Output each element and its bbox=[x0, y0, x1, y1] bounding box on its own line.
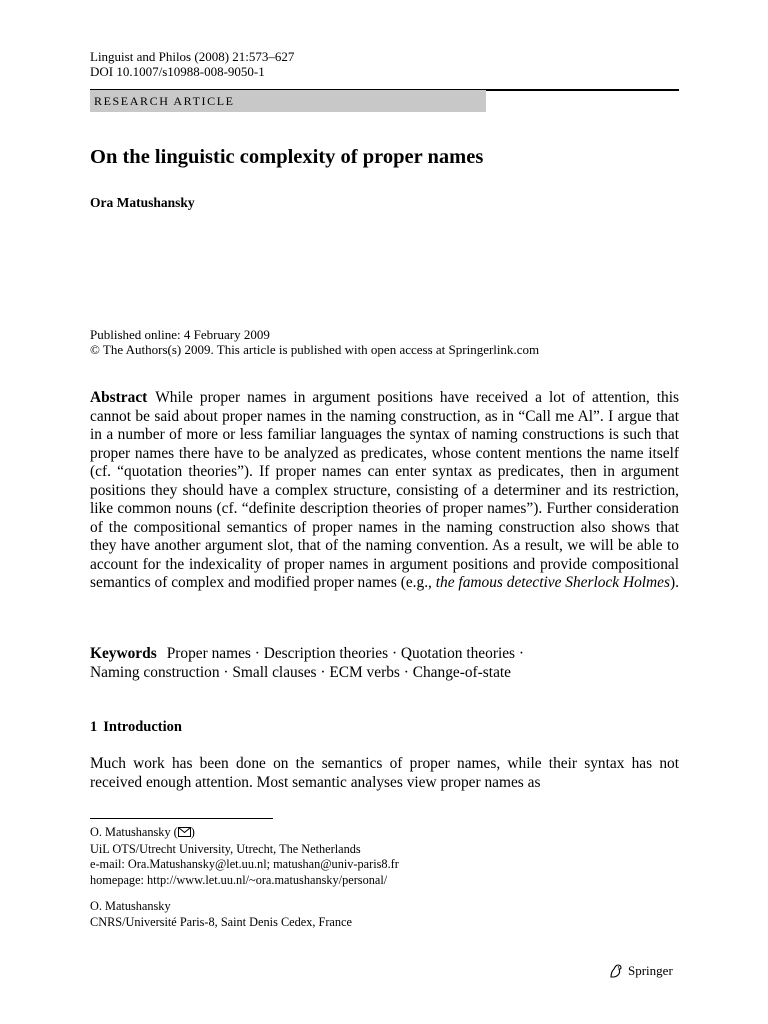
footnote-rule bbox=[90, 818, 273, 819]
springer-horse-icon bbox=[608, 963, 624, 979]
homepage-link[interactable]: homepage: http://www.let.uu.nl/~ora.matushansky/personal/ bbox=[90, 872, 388, 887]
abstract-label: Abstract bbox=[90, 389, 148, 406]
footnote-affiliation-1 bbox=[90, 825, 399, 888]
footnote-affiliation-2 bbox=[90, 899, 352, 930]
journal-citation: Linguist and Philos (2008) 21:573–627 bbox=[90, 49, 295, 64]
publisher-logo bbox=[608, 963, 673, 979]
keywords-line1: Proper names · Description theories · Quotation theories · bbox=[166, 645, 525, 662]
affiliation-paris: CNRS/Université Paris-8, Saint Denis Cedex, France bbox=[90, 914, 352, 929]
section-title: Introduction bbox=[103, 719, 182, 735]
email-line[interactable]: e-mail: Ora.Matushansky@let.uu.nl; matushan@univ-paris8.fr bbox=[90, 857, 399, 872]
footnote-author-end: ) bbox=[190, 825, 195, 839]
author-name: Ora Matushansky bbox=[90, 195, 195, 210]
section-heading bbox=[90, 719, 182, 736]
footnote-author-2: O. Matushansky bbox=[90, 899, 171, 913]
abstract-text-end: ). bbox=[670, 574, 679, 591]
envelope-icon bbox=[178, 826, 191, 842]
published-online: Published online: 4 February 2009 bbox=[90, 327, 270, 342]
copyright-notice: © The Authors(s) 2009. This article is published with open access at Springerlink.com bbox=[90, 342, 540, 357]
publisher-name: Springer bbox=[628, 963, 673, 978]
keywords-line2: Naming construction · Small clauses · ECM verbs · Change-of-state bbox=[90, 663, 512, 681]
article-title: On the linguistic complexity of proper names bbox=[90, 146, 484, 168]
abstract bbox=[90, 389, 679, 593]
abstract-example: the famous detective Sherlock Holmes bbox=[435, 574, 670, 591]
intro-paragraph: Much work has been done on the semantics of proper names, while their syntax has not received enough attention. Most semantic analyses view proper names as bbox=[90, 755, 679, 791]
keywords bbox=[90, 645, 679, 682]
abstract-text: While proper names in argument positions have received a lot of attention, this cannot be said about proper names in the naming construction, as in “Call me Al”. I argue that in a number of more or less familiar languages the syntax of naming constructions is such that proper names there have to be analyzed as predicates, whose content mentions the name itself (cf. “quotation theories”). If proper names can enter syntax as predicates, then in argument positions they should have a complex structure, consisting of a determiner and its restriction, like common nouns (cf. “definite description theories of proper names”). Further consideration of the compositional semantics of proper names in the naming construction also shows that they have another argument slot, that of the naming convention. As a result, we will be able to account for the indexicality of proper names in argument positions and provide compositional semantics of complex and modified proper names (e.g., bbox=[90, 389, 679, 591]
footnote-author: O. Matushansky ( bbox=[90, 825, 178, 839]
affiliation-utrecht: UiL OTS/Utrecht University, Utrecht, The Netherlands bbox=[90, 841, 361, 856]
doi: DOI 10.1007/s10988-008-9050-1 bbox=[90, 64, 265, 79]
section-number: 1 bbox=[90, 719, 98, 735]
article-type-banner: RESEARCH ARTICLE bbox=[90, 90, 486, 112]
keywords-label: Keywords bbox=[90, 645, 157, 662]
